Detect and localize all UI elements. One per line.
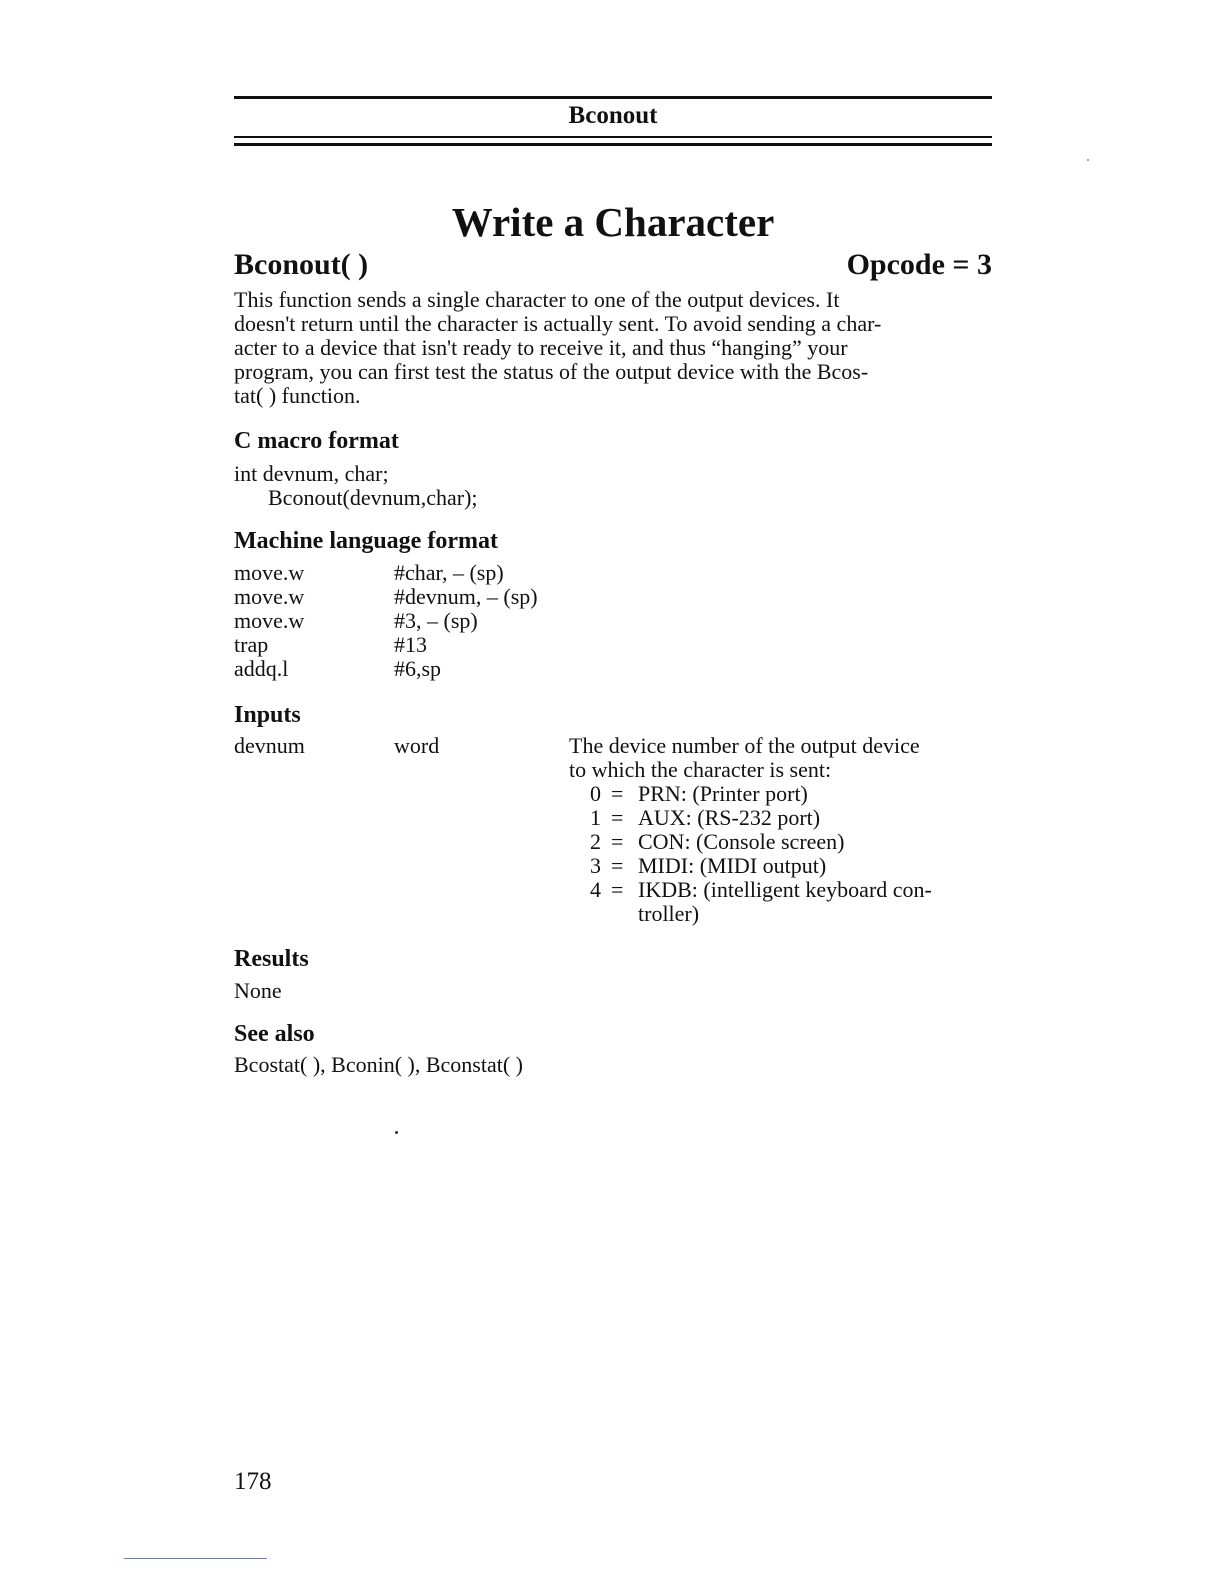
description-line: This function sends a single character to one of the output devices. It (234, 287, 840, 312)
asm-operand: #13 (394, 632, 427, 657)
opcode-label: Opcode = 3 (846, 248, 992, 281)
results-text: None (234, 978, 282, 1003)
asm-operand: #char, – (sp) (394, 560, 504, 585)
asm-opcode: move.w (234, 608, 305, 633)
function-name: Bconout( ) (234, 248, 369, 281)
asm-operand: #devnum, – (sp) (394, 584, 538, 609)
header-bottom-rule-thin (234, 136, 992, 138)
bottom-edge-line (124, 1558, 267, 1559)
c-macro-heading: C macro format (234, 428, 399, 454)
device-label-continuation: troller) (638, 901, 700, 926)
equals-sign: = (611, 877, 624, 902)
asm-operand: #6,sp (394, 656, 442, 681)
page-number: 178 (234, 1468, 272, 1495)
input-description-line: The device number of the output device (569, 733, 920, 758)
device-number: 2 (590, 829, 601, 854)
see-also-heading: See also (234, 1021, 315, 1047)
header-bottom-rule-thick (234, 143, 992, 146)
inputs-heading: Inputs (234, 702, 301, 728)
device-label: MIDI: (MIDI output) (638, 853, 827, 878)
asm-opcode: move.w (234, 560, 305, 585)
input-name: devnum (234, 733, 305, 758)
device-number: 1 (590, 805, 601, 830)
device-number: 3 (590, 853, 601, 878)
device-label: IKDB: (intelligent keyboard con- (638, 877, 932, 902)
results-heading: Results (234, 946, 309, 972)
device-label: AUX: (RS-232 port) (638, 805, 821, 830)
asm-operand: #3, – (sp) (394, 608, 478, 633)
scan-speck (1087, 159, 1089, 161)
description-line: program, you can first test the status of the output device with the Bcos- (234, 359, 869, 384)
running-header: Bconout (568, 102, 658, 129)
description-line: acter to a device that isn't ready to receive it, and thus “hanging” your (234, 335, 848, 360)
asm-opcode: move.w (234, 584, 305, 609)
asm-opcode: trap (234, 632, 269, 657)
c-macro-declaration: int devnum, char; (234, 461, 389, 486)
input-type: word (394, 733, 440, 758)
device-label: PRN: (Printer port) (638, 781, 808, 806)
equals-sign: = (611, 781, 624, 806)
machine-language-heading: Machine language format (234, 528, 498, 554)
see-also-links: Bcostat( ), Bconin( ), Bconstat( ) (234, 1052, 523, 1077)
c-macro-call: Bconout(devnum,char); (268, 485, 478, 510)
asm-opcode: addq.l (234, 656, 289, 681)
device-number: 4 (590, 877, 601, 902)
equals-sign: = (611, 853, 624, 878)
description-line: doesn't return until the character is actually sent. To avoid sending a char- (234, 311, 882, 336)
input-description-line: to which the character is sent: (569, 757, 832, 782)
equals-sign: = (611, 829, 624, 854)
device-label: CON: (Console screen) (638, 829, 845, 854)
header-top-rule (234, 96, 992, 99)
page-title: Write a Character (451, 199, 775, 245)
scan-speck (395, 1131, 398, 1134)
device-number: 0 (590, 781, 601, 806)
description-line: tat( ) function. (234, 383, 361, 408)
equals-sign: = (611, 805, 624, 830)
